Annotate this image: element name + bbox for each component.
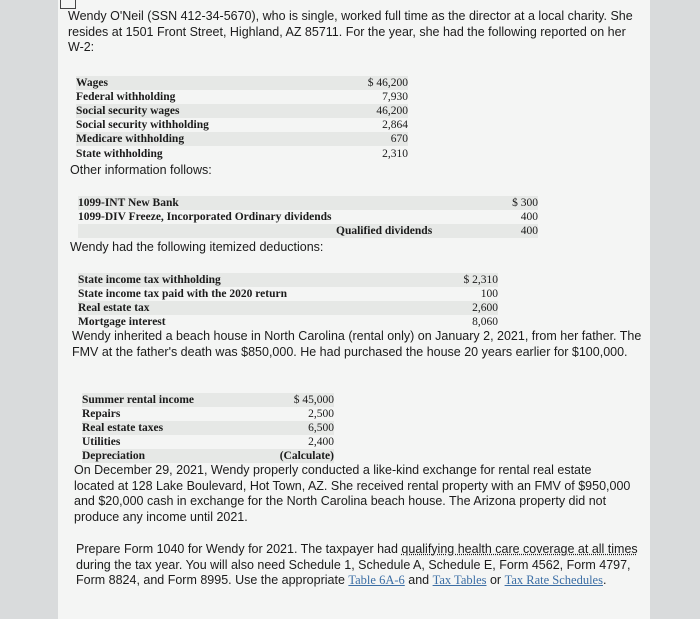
tax-tables-link[interactable]: Tax Tables xyxy=(432,573,487,587)
income-row xyxy=(78,196,538,210)
other-info-text: Other information follows: xyxy=(70,163,212,177)
rental-value: 2,400 xyxy=(308,436,334,448)
w2-value: 2,310 xyxy=(382,148,408,160)
itemized-value: 100 xyxy=(480,288,498,300)
rental-label: Summer rental income xyxy=(82,394,195,406)
w2-row xyxy=(76,76,408,90)
w2-label: Federal withholding xyxy=(76,91,176,103)
exchange-paragraph: On December 29, 2021, Wendy properly conducted a like-kind exchange for rental real estate located at 128 Lake Boulevard, Hot Town, AZ. She received rental property with an FMV of $950,000 and $20,000 cash in exchange for the North Carolina beach house. The Arizona property did not produce any income until 2021. xyxy=(74,463,631,524)
w2-row xyxy=(76,104,408,118)
prepare-text: or xyxy=(486,573,505,587)
health-coverage-link[interactable]: qualifying health care coverage at all times xyxy=(401,542,638,556)
itemized-row xyxy=(78,273,498,287)
itemized-intro-text: Wendy had the following itemized deductions: xyxy=(70,240,324,254)
income-value: 400 xyxy=(520,225,538,237)
rental-value: $ 45,000 xyxy=(293,394,334,406)
itemized-value: 8,060 xyxy=(472,316,498,328)
rental-value: (Calculate) xyxy=(279,450,334,462)
income-row xyxy=(78,210,538,224)
prepare-text: . xyxy=(602,573,607,587)
w2-label: Medicare withholding xyxy=(76,133,185,145)
itemized-row xyxy=(78,287,498,301)
itemized-label: Real estate tax xyxy=(78,302,150,314)
prepare-text: during the tax year. You will also need Schedule 1, Schedule A, Schedule E, Form 4562, Form 4797, Form 8824, and Form 8995. Use the appropriate xyxy=(76,557,631,587)
rental-label: Repairs xyxy=(82,408,121,420)
itemized-row xyxy=(78,301,498,315)
w2-row xyxy=(76,90,408,104)
w2-value: 670 xyxy=(390,133,408,145)
itemized-label: State income tax paid with the 2020 return xyxy=(78,288,288,300)
prepare-text: and xyxy=(404,573,433,587)
rental-label: Real estate taxes xyxy=(82,422,164,434)
w2-label: Social security withholding xyxy=(76,119,209,131)
table-6a-6-link[interactable]: Table 6A-6 xyxy=(348,573,405,587)
w2-label: State withholding xyxy=(76,148,163,160)
rental-row xyxy=(82,393,334,407)
tax-rate-schedules-link[interactable]: Tax Rate Schedules xyxy=(504,573,603,587)
w2-value: $ 46,200 xyxy=(367,77,408,89)
itemized-row xyxy=(78,315,498,329)
income-label: 1099-DIV Freeze, Incorporated Ordinary dividends xyxy=(78,211,332,223)
itemized-value: $ 2,310 xyxy=(463,274,498,286)
itemized-label: Mortgage interest xyxy=(78,316,166,328)
rental-label: Utilities xyxy=(82,436,121,448)
itemized-label: State income tax withholding xyxy=(78,274,221,286)
w2-value: 2,864 xyxy=(382,119,408,131)
w2-label: Social security wages xyxy=(76,105,180,117)
intro-paragraph: Wendy O'Neil (SSN 412-34-5670), who is single, worked full time as the director at a local charity. She resides at 1501 Front Street, Highland, AZ 85711. For the year, she had the following reported on her W-2: xyxy=(68,9,633,54)
income-label: Qualified dividends xyxy=(336,225,433,237)
rental-row xyxy=(82,435,334,449)
rental-row xyxy=(82,407,334,421)
w2-value: 7,930 xyxy=(382,91,408,103)
rental-row xyxy=(82,421,334,435)
rental-value: 6,500 xyxy=(308,422,334,434)
income-value: 400 xyxy=(520,211,538,223)
income-label: 1099-INT New Bank xyxy=(78,197,179,209)
w2-label: Wages xyxy=(76,77,108,89)
rental-value: 2,500 xyxy=(308,408,334,420)
w2-row xyxy=(76,147,408,161)
rental-label: Depreciation xyxy=(82,450,146,462)
page-tab-marker xyxy=(60,0,76,9)
income-row xyxy=(78,224,538,238)
inherit-paragraph: Wendy inherited a beach house in North Carolina (rental only) on January 2, 2021, from her father. The FMV at the father's death was $850,000. He had purchased the house 20 years earlier for $100,000. xyxy=(72,329,642,359)
rental-row xyxy=(82,449,334,463)
w2-row xyxy=(76,132,408,146)
prepare-text: Prepare Form 1040 for Wendy for 2021. The taxpayer had xyxy=(76,542,402,556)
income-value: $ 300 xyxy=(512,197,538,209)
prepare-paragraph xyxy=(76,542,638,589)
itemized-value: 2,600 xyxy=(472,302,498,314)
w2-row xyxy=(76,118,408,132)
w2-value: 46,200 xyxy=(376,105,408,117)
